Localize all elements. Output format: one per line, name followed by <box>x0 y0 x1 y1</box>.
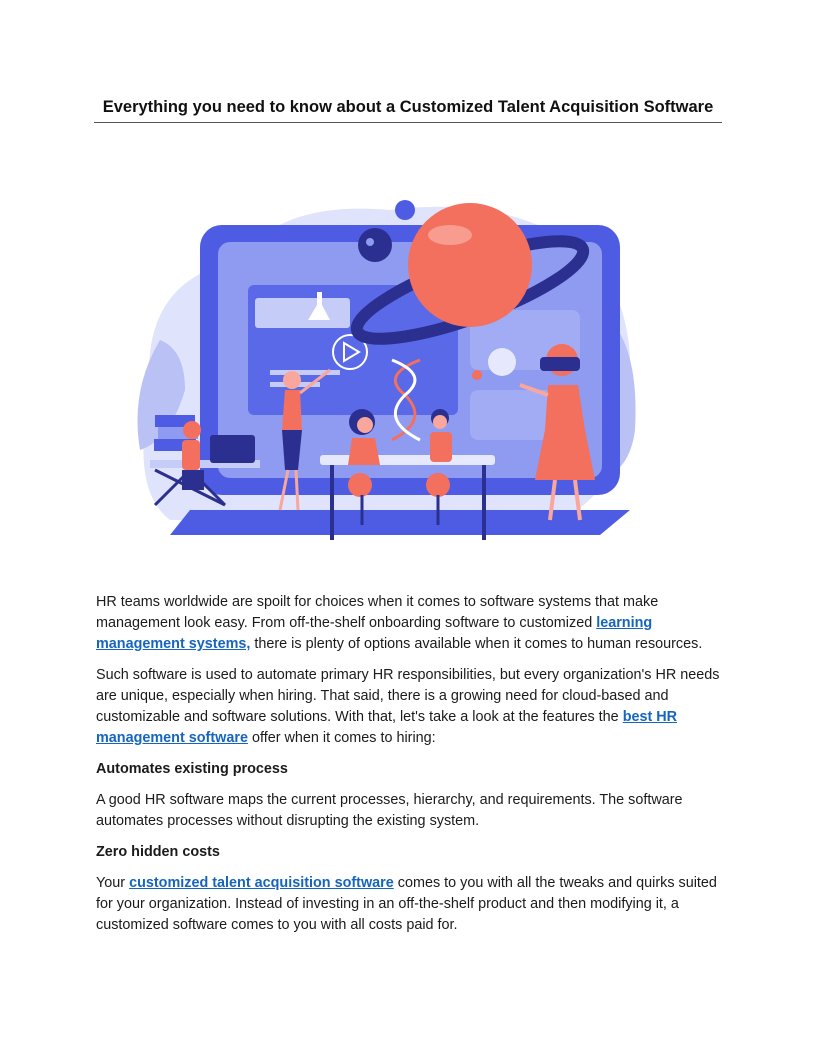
link-learning-management-systems[interactable]: learning management systems, <box>96 615 653 652</box>
heading-zero-hidden-costs: Zero hidden costs <box>96 844 220 860</box>
title-underline <box>94 122 722 123</box>
link-best-hr-management-software[interactable]: best HR management software <box>96 709 678 746</box>
floor <box>170 510 630 535</box>
person-boy-laptop <box>183 421 201 439</box>
paragraph-automates: A good HR software maps the current processes, hierarchy, and requirements. The software automates processes without disrupting the existing system. <box>96 792 683 829</box>
hero-illustration <box>130 190 640 555</box>
page-title: Everything you need to know about a Customized Talent Acquisition Software <box>102 98 714 116</box>
paragraph-costs: Your customized talent acquisition software comes to you with all the tweaks and quirks suited for your organization. Instead of investing in an off-the-shelf product and then modifying it, a customized software comes to you with all costs paid for. <box>96 875 717 933</box>
vr-headset-icon <box>540 357 580 371</box>
link-customized-talent-acquisition-software[interactable]: customized talent acquisition software <box>129 875 394 891</box>
table <box>320 455 495 465</box>
person-teacher <box>283 371 301 389</box>
small-moon <box>358 228 392 262</box>
planet <box>408 203 532 327</box>
tiny-moon <box>395 200 415 220</box>
paragraph-features: Such software is used to automate primary HR responsibilities, but every organization's HR needs are unique, especially when hiring. That said, there is a growing need for cloud-based and customizable and software solutions. With that, let's take a look at the features the best HR management software offer when it comes to hiring: <box>96 667 720 746</box>
laptop-icon <box>210 435 255 463</box>
article-body <box>96 592 724 946</box>
paragraph-intro: HR teams worldwide are spoilt for choices when it comes to software systems that make management look easy. From off-the-shelf onboarding software to customized learning management systems, there is plenty of options available when it comes to human resources. <box>96 594 703 652</box>
heading-automates-existing-process: Automates existing process <box>96 761 288 777</box>
globe-icon <box>488 348 516 376</box>
screen-card <box>255 298 350 328</box>
